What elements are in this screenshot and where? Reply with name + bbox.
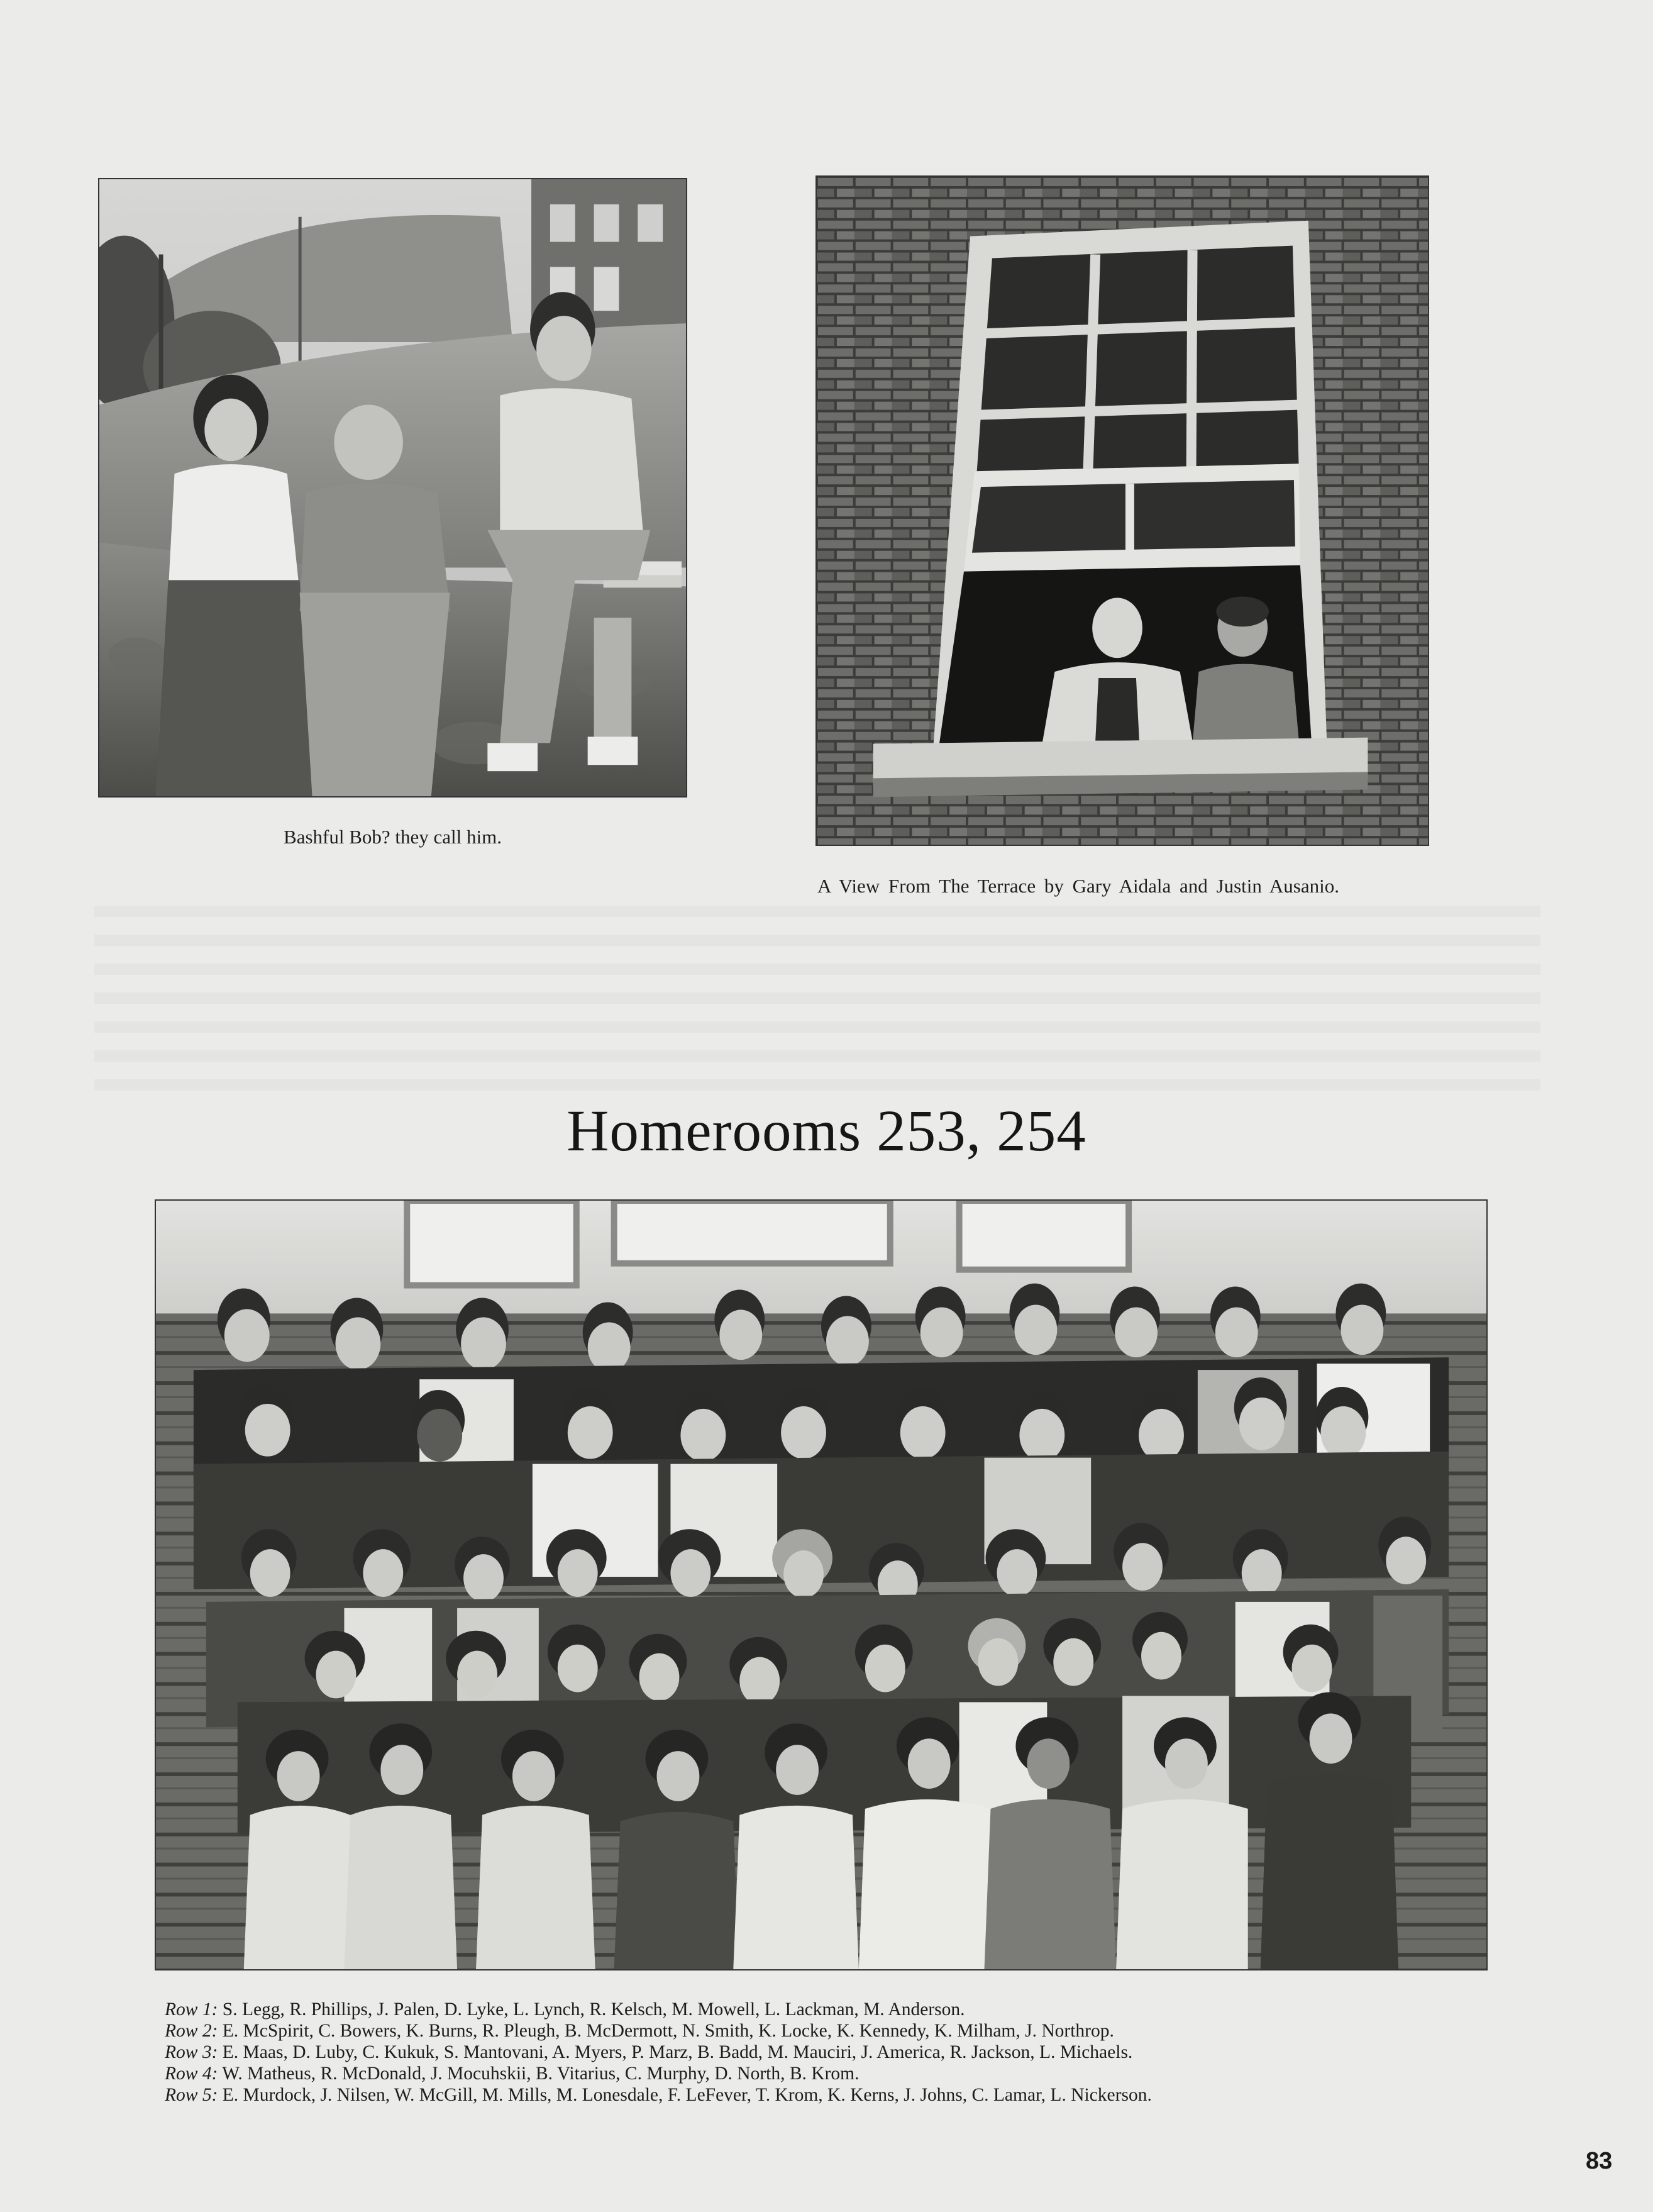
photo-homeroom-group <box>155 1199 1488 1970</box>
roster-row-label: Row 1: <box>165 1999 218 2020</box>
section-title: Homerooms 253, 254 <box>567 1099 1086 1164</box>
photo-bashful-bob-image <box>99 179 686 796</box>
roster-row-label: Row 4: <box>165 2064 218 2084</box>
photo-homeroom-group-image <box>156 1201 1486 1969</box>
page-number: 83 <box>1586 2148 1613 2174</box>
bleed-text-shadow <box>94 906 1540 1094</box>
roster-caption <box>165 1999 1491 2106</box>
roster-row-label: Row 2: <box>165 2021 218 2041</box>
roster-row-names: E. Maas, D. Luby, C. Kukuk, S. Mantovani, A. Myers, P. Marz, B. Badd, M. Mauciri, J. America, R. Jackson, L. Michaels. <box>222 2042 1133 2062</box>
roster-row-names: W. Matheus, R. McDonald, J. Mocuhskii, B. Vitarius, C. Murphy, D. North, B. Krom. <box>222 2064 860 2084</box>
roster-row-label: Row 5: <box>165 2085 218 2105</box>
roster-row-names: E. McSpirit, C. Bowers, K. Burns, R. Pleugh, B. McDermott, N. Smith, K. Locke, K. Kennedy, K. Milham, J. Northrop. <box>222 2021 1114 2041</box>
roster-row-label: Row 3: <box>165 2042 218 2062</box>
caption-view-from-terrace: A View From The Terrace by Gary Aidala and Justin Ausanio. <box>817 875 1339 897</box>
roster-row-names: E. Murdock, J. Nilsen, W. McGill, M. Mills, M. Lonesdale, F. LeFever, T. Krom, K. Kerns, J. Johns, C. Lamar, L. Nickerson. <box>222 2085 1152 2105</box>
roster-row-1 <box>165 1999 1491 2020</box>
roster-row-4 <box>165 2063 1491 2084</box>
photo-bashful-bob <box>98 178 687 798</box>
roster-row-5 <box>165 2084 1491 2106</box>
roster-row-names: S. Legg, R. Phillips, J. Palen, D. Lyke, L. Lynch, R. Kelsch, M. Mowell, L. Lackman, M. Anderson. <box>222 1999 965 2020</box>
roster-row-2 <box>165 2020 1491 2042</box>
photo-view-from-terrace-image <box>817 177 1428 845</box>
roster-row-3 <box>165 2042 1491 2063</box>
photo-view-from-terrace <box>815 175 1429 846</box>
caption-bashful-bob: Bashful Bob? they call him. <box>284 826 502 848</box>
